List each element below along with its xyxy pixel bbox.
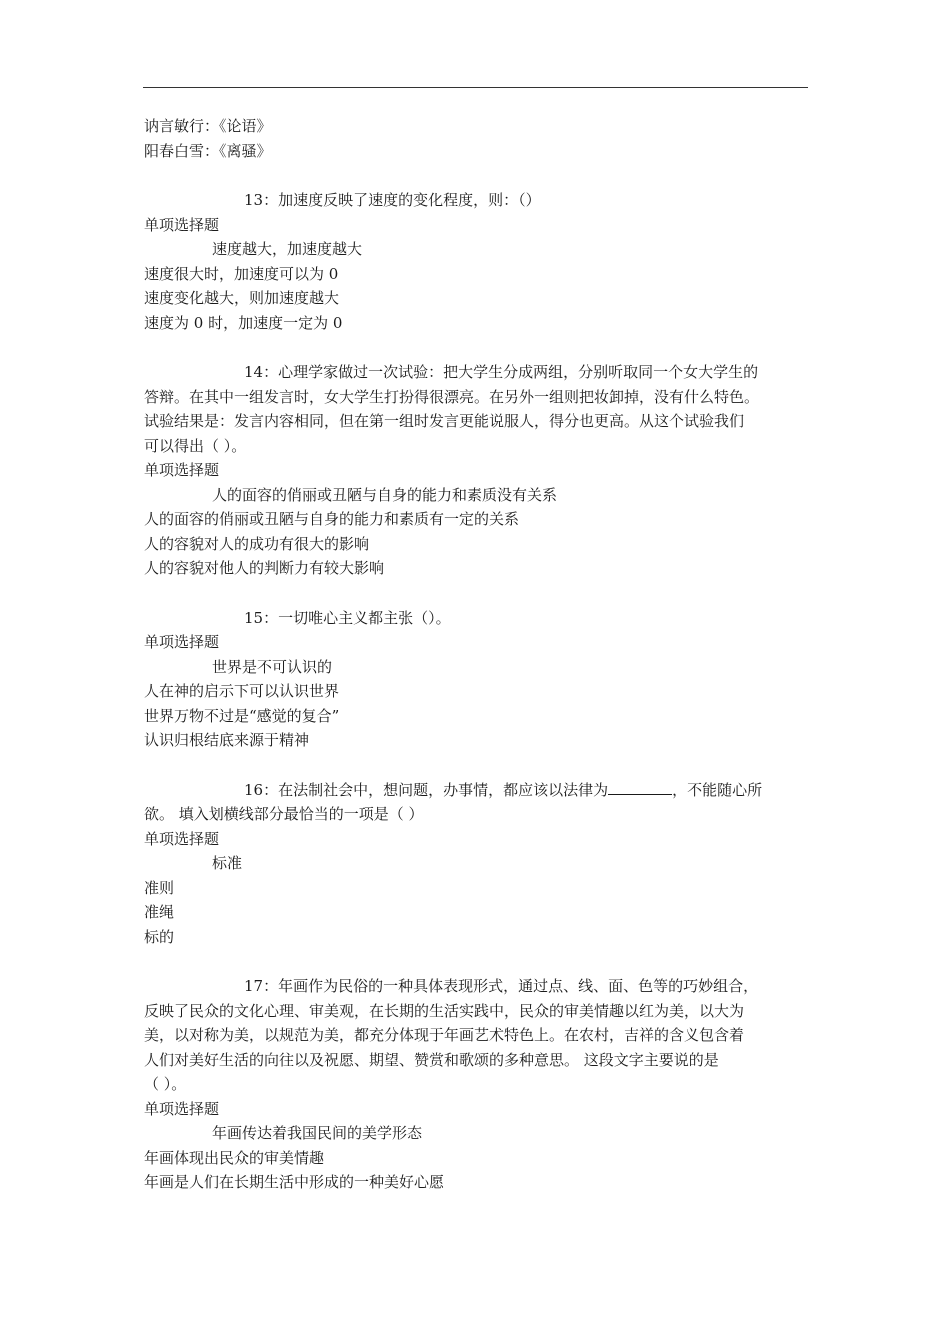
idiom-source-pair: 讷言敏行：《论语》 bbox=[144, 117, 272, 135]
option-item: 世界万物不过是“感觉的复合” bbox=[144, 706, 340, 725]
question-stem-line bbox=[144, 778, 810, 803]
question-stem-line: （ ）。 bbox=[144, 1075, 187, 1093]
question-stem-part: ，不能随心所 bbox=[672, 780, 763, 799]
fill-in-blank bbox=[608, 780, 672, 795]
question-stem-part: 16：在法制社会中，想问题，办事情，都应该以法律为 bbox=[244, 780, 609, 799]
question-13 bbox=[144, 188, 810, 335]
question-stem-line: 人们对美好生活的向往以及祝愿、期望、赞赏和歌颂的多种意思。 这段文字主要说的是 bbox=[144, 1050, 719, 1069]
option-item: 年画是人们在长期生活中形成的一种美好心愿 bbox=[144, 1173, 445, 1191]
question-15 bbox=[144, 606, 810, 753]
question-stem-line: 欲。 填入划横线部分最恰当的一项是（ ） bbox=[144, 805, 424, 823]
option-item: 速度变化越大，则加速度越大 bbox=[144, 289, 340, 307]
question-stem-line: 试验结果是：发言内容相同，但在第一组时发言更能说服人，得分也更高。从这个试验我们 bbox=[144, 412, 745, 430]
option-item: 速度很大时，加速度可以为 0 bbox=[144, 264, 339, 283]
question-16 bbox=[144, 778, 810, 950]
question-stem: 15：一切唯心主义都主张（）。 bbox=[244, 608, 451, 627]
question-type: 单项选择题 bbox=[144, 461, 220, 479]
question-type: 单项选择题 bbox=[144, 215, 220, 234]
option-item: 认识归根结底来源于精神 bbox=[144, 731, 310, 749]
question-stem-line: 14：心理学家做过一次试验：把大学生分成两组，分别听取同一个女大学生的 bbox=[244, 363, 759, 381]
option-item: 人的面容的俏丽或丑陋与自身的能力和素质有一定的关系 bbox=[144, 510, 520, 528]
question-type: 单项选择题 bbox=[144, 1099, 220, 1118]
question-14 bbox=[144, 360, 810, 581]
question-stem-line: 答辩。在其中一组发言时，女大学生打扮得很漂亮。在另外一组则把妆卸掉，没有什么特色。 bbox=[144, 387, 760, 406]
option-item: 世界是不可认识的 bbox=[212, 657, 333, 676]
spacer bbox=[144, 335, 810, 360]
question-type: 单项选择题 bbox=[144, 829, 220, 848]
question-type: 单项选择题 bbox=[144, 633, 220, 651]
question-17 bbox=[144, 974, 810, 1195]
option-item: 人的容貌对他人的判断力有较大影响 bbox=[144, 559, 385, 577]
option-item: 标准 bbox=[212, 854, 243, 872]
option-item: 速度越大，加速度越大 bbox=[212, 240, 363, 258]
header-rule bbox=[143, 87, 808, 88]
question-stem-line: 可以得出（ ）。 bbox=[144, 436, 247, 455]
question-stem-line: 17：年画作为民俗的一种具体表现形式，通过点、线、面、色等的巧妙组合， bbox=[244, 977, 759, 995]
option-item: 准绳 bbox=[144, 903, 175, 921]
option-item: 人的面容的俏丽或丑陋与自身的能力和素质没有关系 bbox=[212, 485, 558, 504]
spacer bbox=[144, 949, 810, 974]
option-item: 速度为 0 时，加速度一定为 0 bbox=[144, 313, 343, 332]
option-item: 年画传达着我国民间的美学形态 bbox=[212, 1124, 423, 1142]
idiom-source-pair: 阳春白雪：《离骚》 bbox=[144, 141, 272, 160]
option-item: 标的 bbox=[144, 927, 175, 946]
question-stem-line: 反映了民众的文化心理、审美观，在长期的生活实践中，民众的审美情趣以红为美，以大为 bbox=[144, 1001, 745, 1020]
spacer bbox=[144, 581, 810, 606]
document-content bbox=[144, 114, 810, 1195]
question-stem-line: 美，以对称为美，以规范为美，都充分体现于年画艺术特色上。在农村，吉祥的含义包含着 bbox=[144, 1026, 745, 1044]
option-item: 人在神的启示下可以认识世界 bbox=[144, 682, 340, 700]
question-stem: 13：加速度反映了速度的变化程度，则：（） bbox=[244, 191, 541, 209]
option-item: 人的容貌对人的成功有很大的影响 bbox=[144, 534, 370, 553]
spacer bbox=[144, 753, 810, 778]
option-item: 年画体现出民众的审美情趣 bbox=[144, 1148, 325, 1167]
option-item: 准则 bbox=[144, 878, 175, 897]
spacer bbox=[144, 163, 810, 188]
